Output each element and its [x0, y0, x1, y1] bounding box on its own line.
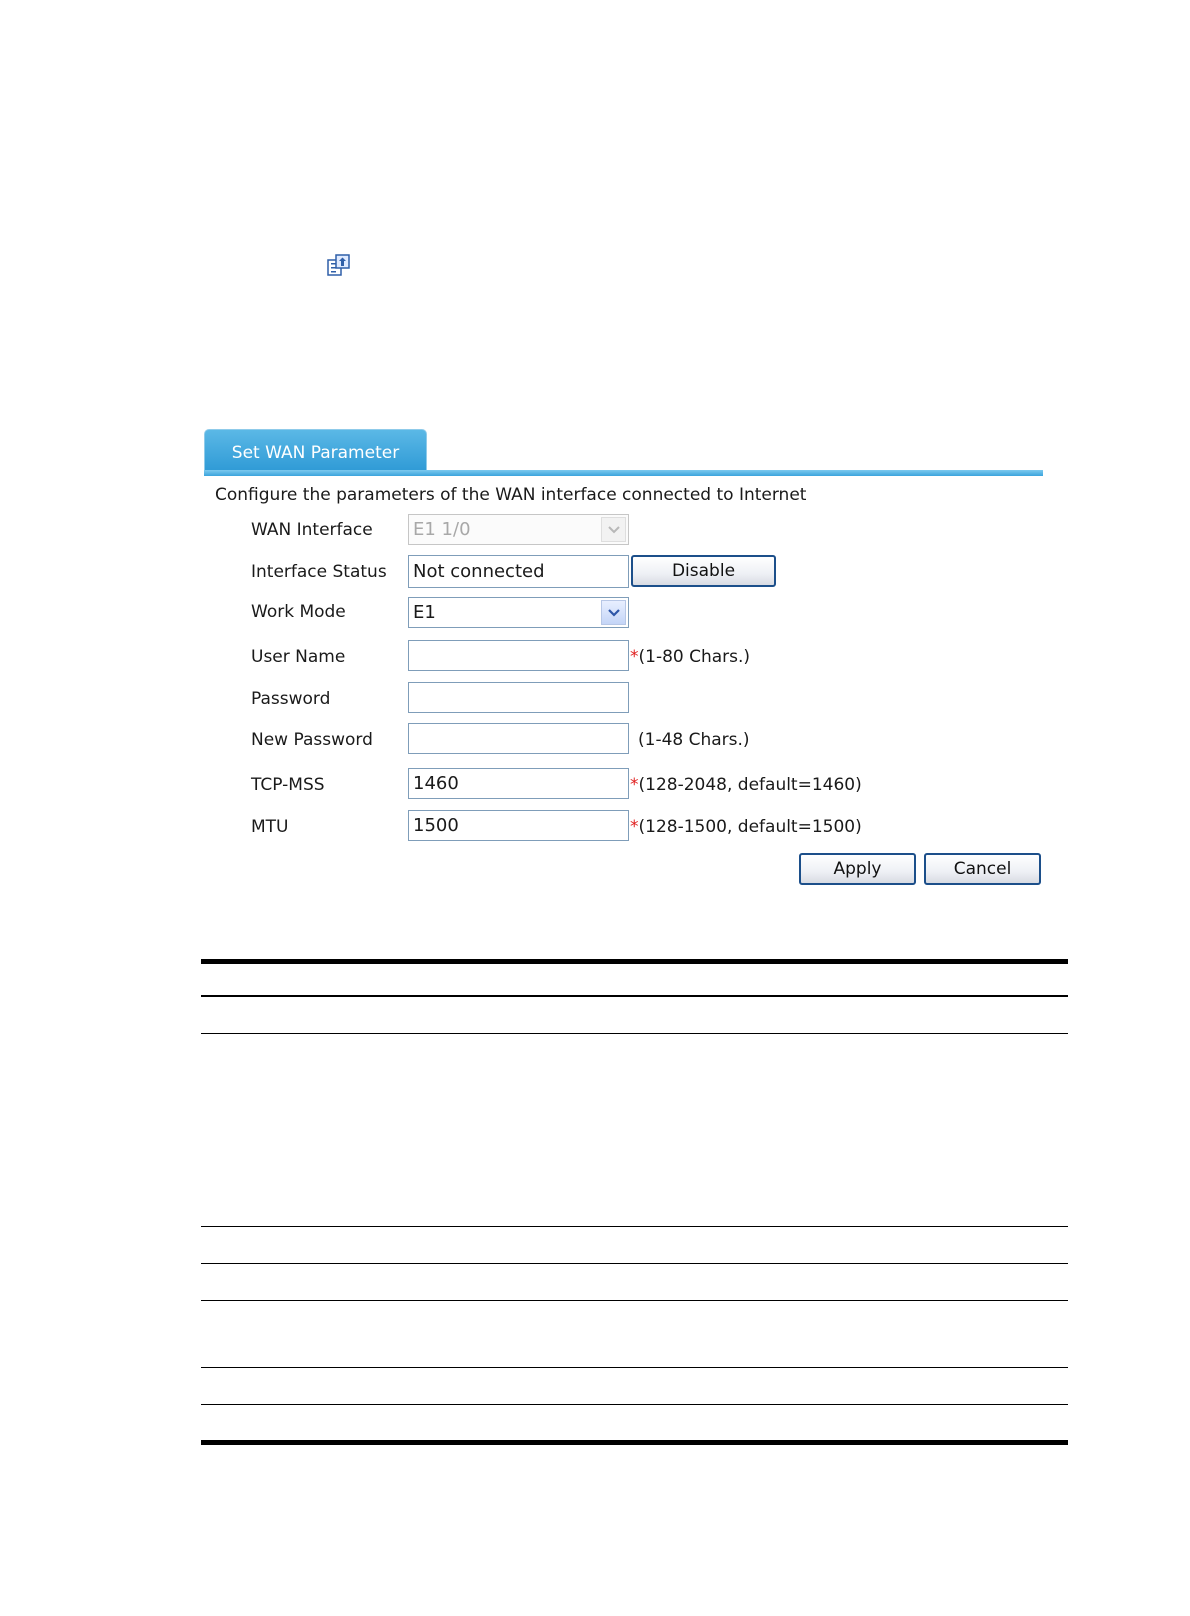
- table-row-divider: [201, 1300, 1068, 1301]
- wan-interface-value: E1 1/0: [413, 519, 471, 540]
- table-row-divider: [201, 1404, 1068, 1405]
- required-marker: *: [630, 647, 639, 667]
- work-mode-select[interactable]: [408, 597, 629, 628]
- wan-interface-label: WAN Interface: [251, 520, 373, 540]
- chevron-down-icon[interactable]: [601, 600, 626, 625]
- work-mode-label: Work Mode: [251, 602, 346, 622]
- table-row-divider: [201, 1033, 1068, 1034]
- tcp-mss-hint: *(128-2048, default=1460): [630, 775, 862, 795]
- interface-status-value: Not connected: [413, 561, 545, 582]
- user-name-input[interactable]: [408, 640, 629, 671]
- mtu-label: MTU: [251, 817, 289, 837]
- tcp-mss-input[interactable]: 1460: [408, 768, 629, 799]
- required-marker: *: [630, 775, 639, 795]
- wan-interface-select: [408, 514, 629, 545]
- disable-button[interactable]: Disable: [631, 555, 776, 587]
- mtu-input[interactable]: 1500: [408, 810, 629, 841]
- required-marker: *: [630, 817, 639, 837]
- apply-button[interactable]: Apply: [799, 853, 916, 885]
- table-row-divider: [201, 1367, 1068, 1368]
- configure-icon: [326, 251, 352, 277]
- new-password-input[interactable]: [408, 723, 629, 754]
- table-row-divider: [201, 1263, 1068, 1264]
- cancel-button[interactable]: Cancel: [924, 853, 1041, 885]
- tab-underline: [204, 470, 1043, 476]
- form-description: Configure the parameters of the WAN interface connected to Internet: [215, 485, 807, 505]
- interface-status-label: Interface Status: [251, 562, 387, 582]
- tab-label: Set WAN Parameter: [231, 443, 400, 463]
- chevron-down-icon: [601, 517, 626, 542]
- password-label: Password: [251, 689, 331, 709]
- mtu-hint: *(128-1500, default=1500): [630, 817, 862, 837]
- work-mode-value: E1: [413, 602, 436, 623]
- new-password-hint: (1-48 Chars.): [638, 730, 750, 750]
- user-name-hint: *(1-80 Chars.): [630, 647, 751, 667]
- password-input[interactable]: [408, 682, 629, 713]
- table-row-divider: [201, 1226, 1068, 1227]
- table-header-rule: [201, 995, 1068, 997]
- interface-status-field: [408, 555, 629, 588]
- new-password-label: New Password: [251, 730, 373, 750]
- tab-set-wan-parameter[interactable]: [204, 429, 427, 476]
- user-name-label: User Name: [251, 647, 346, 667]
- table-bottom-rule: [201, 1440, 1068, 1445]
- tcp-mss-label: TCP-MSS: [251, 775, 325, 795]
- table-top-rule: [201, 959, 1068, 964]
